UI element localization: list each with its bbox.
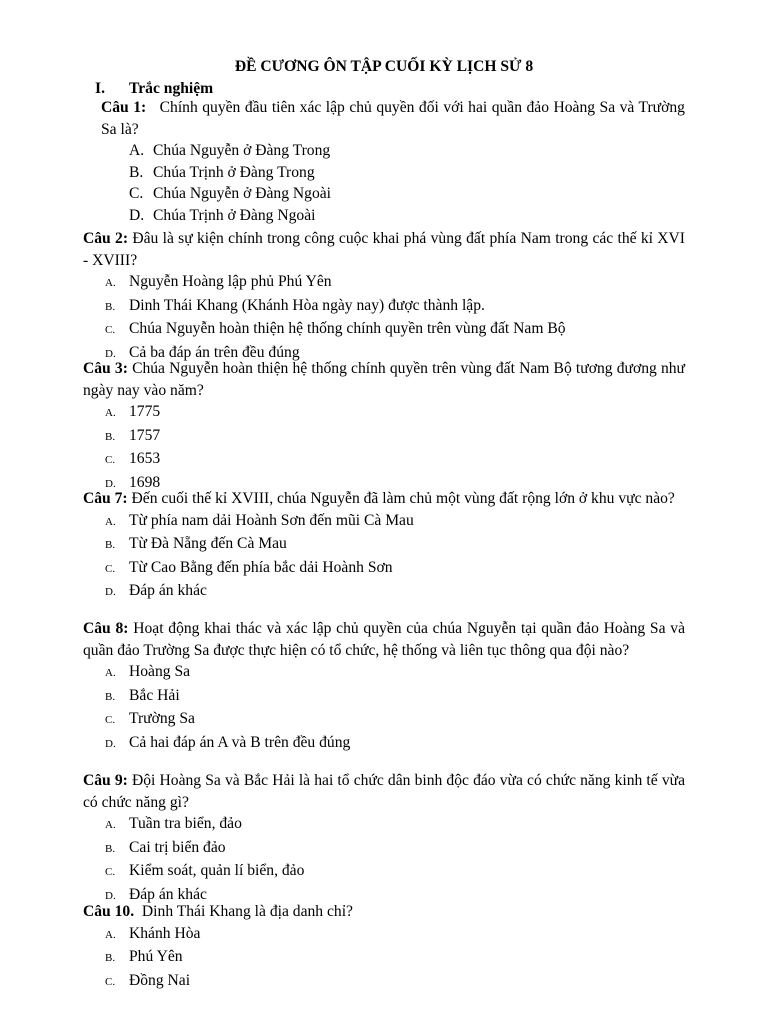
option-text: Hoàng Sa [129,663,191,681]
option-text: Chúa Trịnh ở Đàng Ngoài [153,206,316,224]
option-letter: C. [105,454,116,467]
option-c [83,860,685,884]
option-letter: A. [129,142,145,160]
option-text: 1653 [129,450,161,468]
option-letter: D. [105,347,116,360]
option-letter: C. [129,185,144,203]
option-c [83,708,685,732]
option-letter: B. [105,690,116,703]
question-body: Hoạt động khai thác và xác lập chủ quyền của chúa Nguyễn tại quần đảo Hoàng Sa và quần đảo Trường Sa được thực hiện có tổ chức, hệ thống và liên tục thông qua đội nào? [83,620,685,659]
question-7-text [83,488,685,510]
question-10-options [83,923,685,994]
option-text: Trường Sa [129,710,195,728]
question-2-options [83,271,685,365]
question-3 [83,358,685,496]
option-letter: D. [105,586,116,599]
option-a [83,813,685,837]
option-letter: B. [129,163,144,181]
option-text: Phú Yên [129,948,183,966]
question-label: Câu 8: [83,620,129,637]
option-c [83,970,685,994]
option-letter: C. [105,562,116,575]
option-letter: C. [105,866,116,879]
question-label: Câu 7: [83,490,128,507]
question-8 [83,618,685,756]
option-b [101,162,685,184]
option-a [83,401,685,425]
question-3-options [83,401,685,495]
question-label: Câu 2: [83,230,129,247]
option-text: Chúa Nguyễn ở Đàng Trong [153,142,331,160]
option-b [83,946,685,970]
question-9 [83,770,685,908]
question-10-text [83,901,685,923]
option-c [83,448,685,472]
question-label: Câu 3: [83,360,128,377]
option-c [83,557,685,581]
option-letter: D. [105,889,116,902]
option-text: Đáp án khác [129,582,207,600]
question-9-options [83,813,685,907]
option-letter: A. [105,928,116,941]
option-b [83,425,685,449]
option-text: Đồng Nai [129,971,191,989]
option-a [101,140,685,162]
option-text: 1757 [129,426,161,444]
question-body: Dinh Thái Khang là địa danh chỉ? [141,903,353,920]
option-letter: D. [129,206,145,224]
question-9-text [83,770,685,813]
option-letter: B. [105,430,116,443]
option-a [83,923,685,947]
question-body: Đến cuối thế kỉ XVIII, chúa Nguyễn đã làm chủ một vùng đất rộng lớn ở khu vực nào? [131,490,675,507]
question-label: Câu 10. [83,903,135,920]
question-2-text [83,228,685,271]
option-text: Chúa Trịnh ở Đàng Trong [153,163,315,181]
question-1-text [101,97,685,140]
option-text: Chúa Nguyễn ở Đàng Ngoài [153,185,332,203]
option-letter: B. [105,842,116,855]
option-text: Đáp án khác [129,885,207,903]
option-text: Bắc Hải [129,686,180,704]
option-letter: C. [105,975,116,988]
option-text: Chúa Nguyễn hoàn thiện hệ thống chính quyền trên vùng đất Nam Bộ [129,320,566,338]
option-text: Từ phía nam dải Hoành Sơn đến mũi Cà Mau [129,511,414,529]
question-label: Câu 1: [101,99,147,116]
question-1-options [101,140,685,226]
question-7-options [83,510,685,604]
question-10 [83,901,685,993]
option-letter: A. [105,819,116,832]
question-7 [83,488,685,604]
option-text: Cai trị biển đảo [129,838,226,856]
option-text: Từ Cao Bằng đến phía bắc dải Hoành Sơn [129,558,393,576]
question-2 [83,228,685,366]
question-1 [101,97,685,227]
option-text: Khánh Hòa [129,924,201,942]
option-letter: A. [105,277,116,290]
option-text: 1775 [129,403,161,421]
option-letter: D. [105,477,116,490]
option-text: Cả ba đáp án trên đều đúng [129,343,300,361]
option-text: Từ Đà Nẵng đến Cà Mau [129,535,287,553]
option-c [83,318,685,342]
option-letter: D. [105,737,116,750]
option-b [83,837,685,861]
question-body: Chính quyền đầu tiên xác lập chủ quyền đối với hai quần đảo Hoàng Sa và Trường Sa là? [101,99,685,138]
option-b [83,685,685,709]
option-b [83,533,685,557]
question-8-options [83,661,685,755]
option-d [101,205,685,227]
option-letter: B. [105,539,116,552]
option-letter: A. [105,667,116,680]
question-8-text [83,618,685,661]
option-text: Tuần tra biển, đảo [129,815,242,833]
option-d [83,580,685,604]
option-a [83,271,685,295]
section-number: I. [95,80,105,97]
section-label: Trắc nghiệm [129,80,214,97]
option-a [83,661,685,685]
option-letter: A. [105,407,116,420]
question-body: Đội Hoàng Sa và Bắc Hải là hai tổ chức dân binh độc đáo vừa có chức năng kinh tế vừa có chức năng gì? [83,772,685,811]
question-body: Đâu là sự kiện chính trong công cuộc khai phá vùng đất phía Nam trong các thế kỉ XVI - XVIII? [83,230,686,269]
option-text: Kiểm soát, quản lí biển, đảo [129,862,305,880]
option-text: 1698 [129,473,161,491]
option-letter: B. [105,300,116,313]
question-label: Câu 9: [83,772,128,789]
option-letter: C. [105,714,116,727]
option-letter: B. [105,952,116,965]
option-a [83,510,685,534]
document-title: ĐỀ CƯƠNG ÔN TẬP CUỐI KỲ LỊCH SỬ 8 [234,58,534,75]
option-letter: C. [105,324,116,337]
option-text: Nguyễn Hoàng lập phủ Phú Yên [129,273,332,291]
question-3-text [83,358,685,401]
option-c [101,183,685,205]
option-b [83,295,685,319]
option-text: Dinh Thái Khang (Khánh Hòa ngày nay) được thành lập. [129,296,485,314]
question-body: Chúa Nguyễn hoàn thiện hệ thống chính quyền trên vùng đất Nam Bộ tương đương như ngày nay vào năm? [83,360,685,399]
option-d [83,732,685,756]
option-text: Cả hai đáp án A và B trên đều đúng [129,733,351,751]
option-letter: A. [105,515,116,528]
